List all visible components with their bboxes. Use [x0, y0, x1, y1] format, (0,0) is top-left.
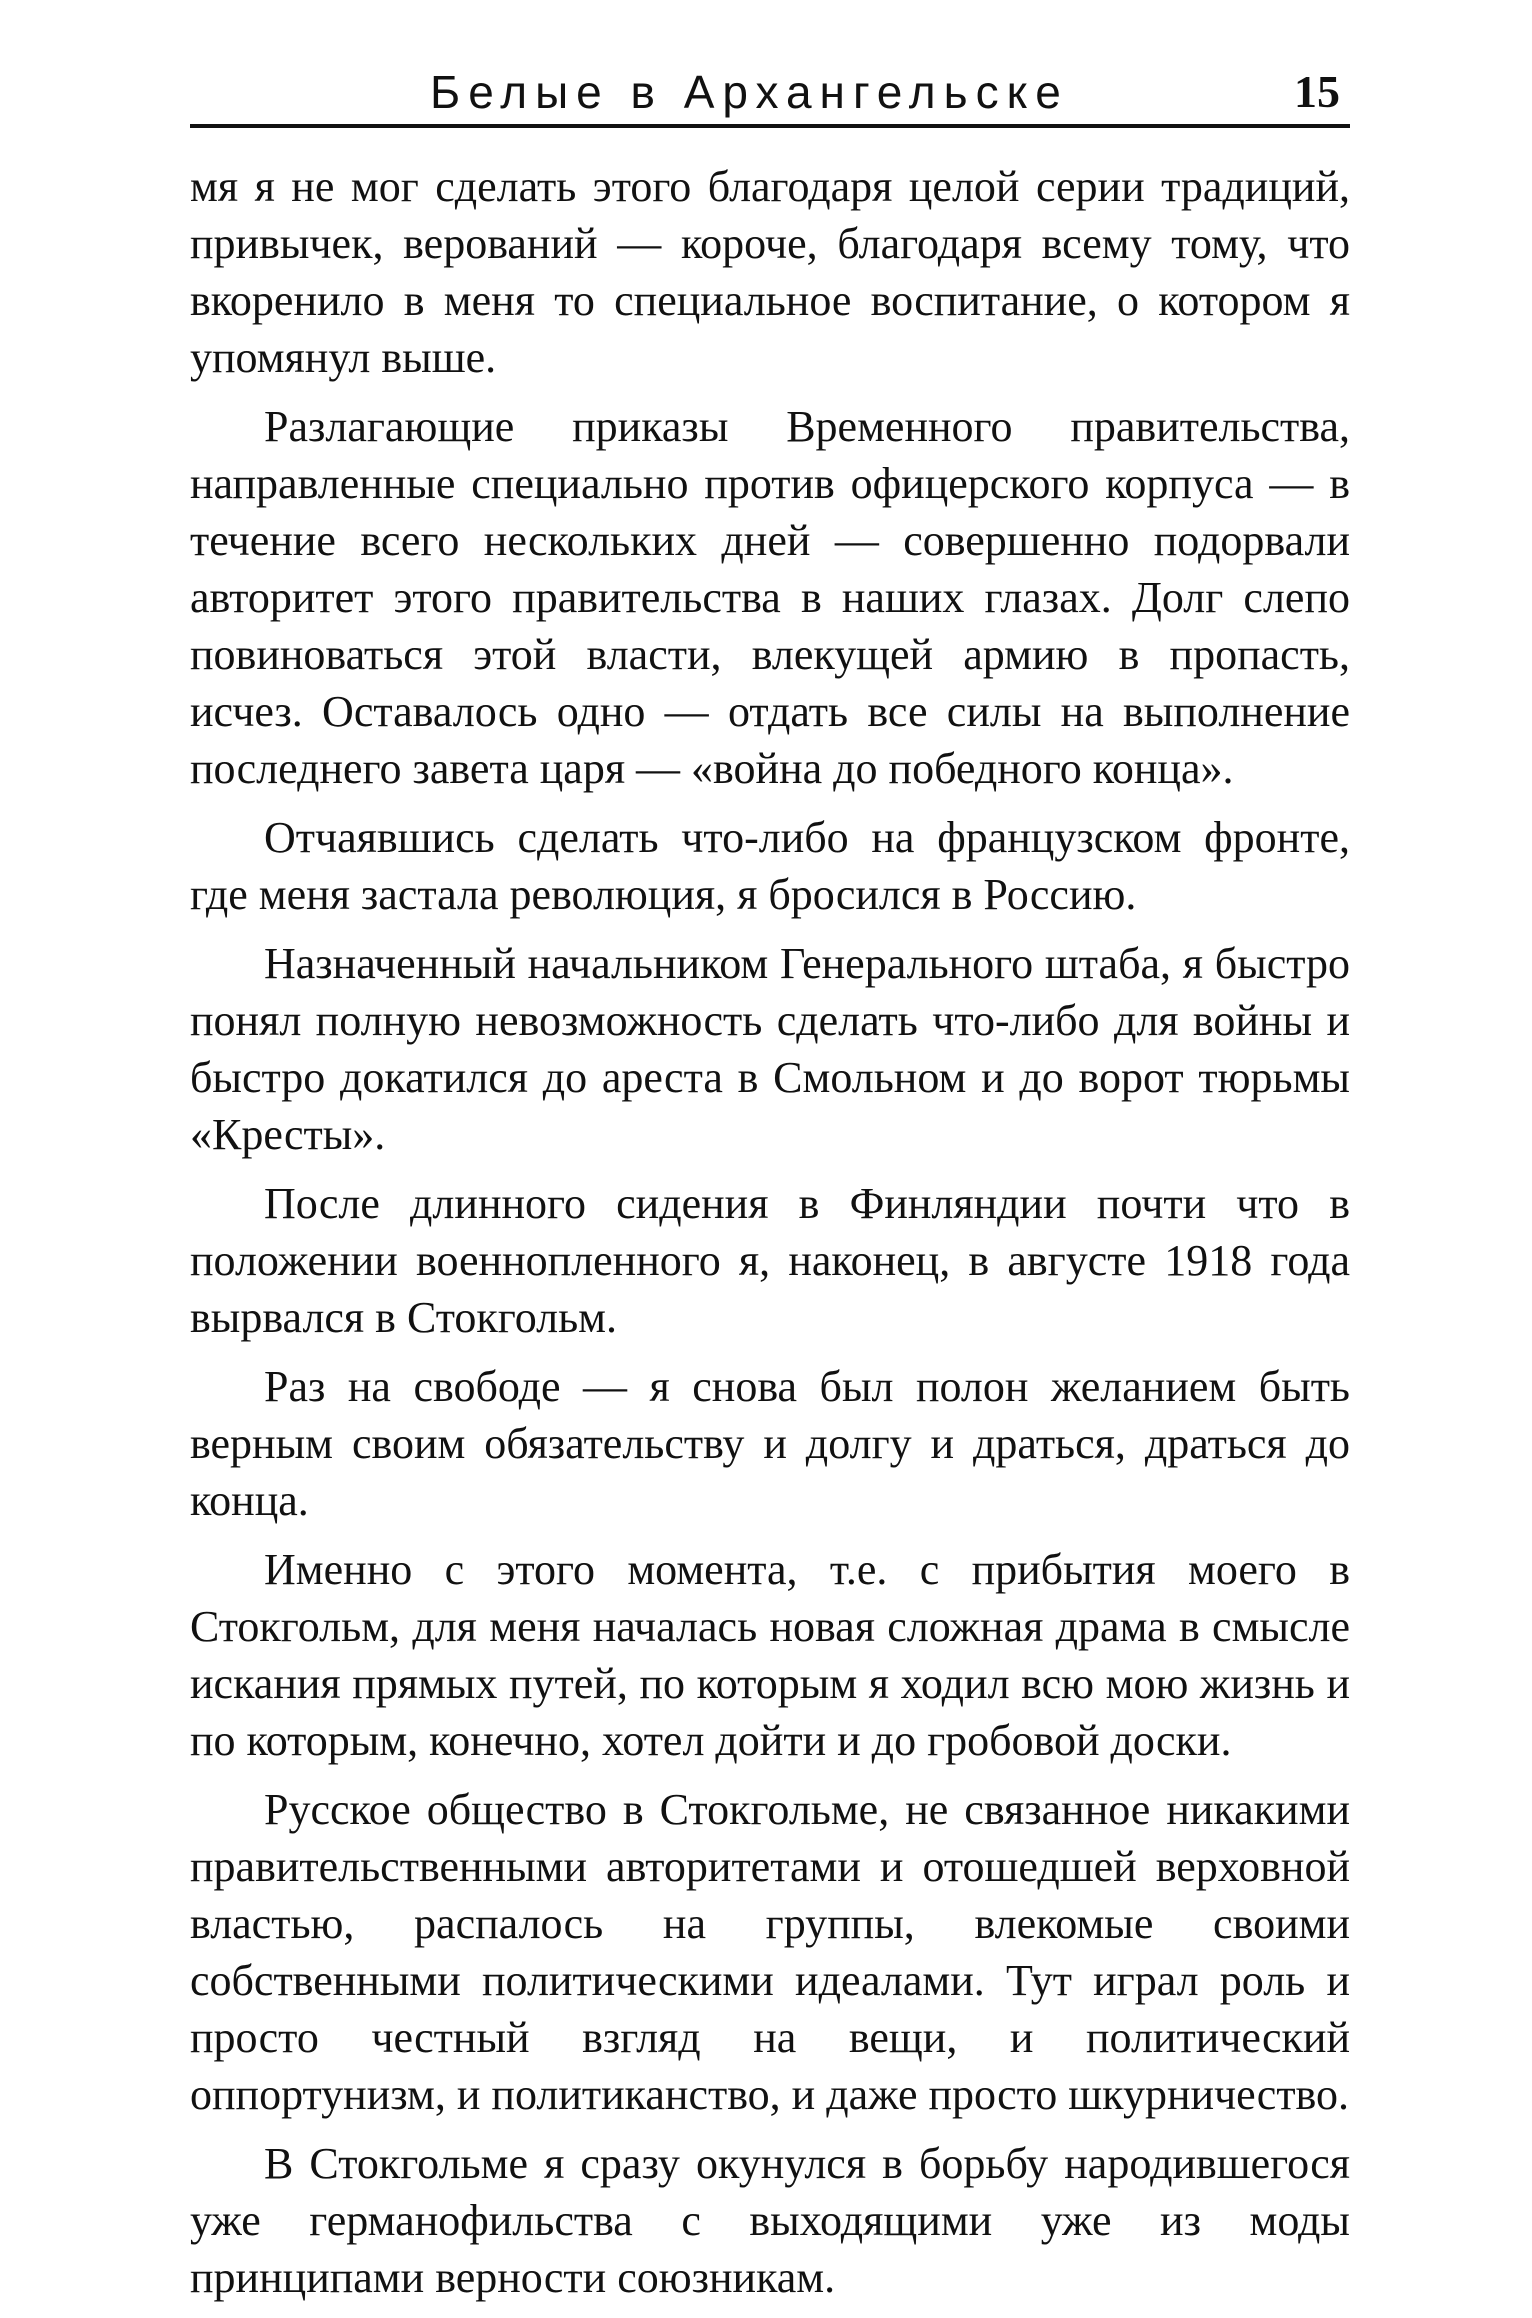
running-head: [190, 58, 1350, 134]
paragraph: Разлагающие приказы Временного правительства, направленные специально против офицерского корпуса — в течение всего нескольких дней — совершенно подорвали авторитет этого правительства в наших глазах. Долг слепо повиноваться этой власти, влекущей армию в пропасть, исчез. Оставалось одно — отдать все силы на выполнение последнего завета царя — «война до победного конца».: [190, 402, 1350, 793]
paragraph: Отчаявшись сделать что-либо на французском фронте, где меня застала революция, я бросился в Россию.: [190, 813, 1350, 919]
page-number: 15: [1294, 66, 1340, 117]
paragraph: В Стокгольме я сразу окунулся в борьбу народившегося уже германофильства с выходящими уже из моды принципами верности союзникам.: [190, 2139, 1350, 2302]
paragraph: После длинного сидения в Финляндии почти что в положении военнопленного я, наконец, в августе 1918 года вырвался в Стокгольм.: [190, 1179, 1350, 1342]
running-title: Белые в Архангельске: [430, 66, 1069, 118]
text-body: [190, 158, 1350, 2318]
paragraph: Русское общество в Стокгольме, не связанное никакими правительственными авторитетами и отошедшей верховной властью, распалось на группы, влекомые своими собственными политическими идеалами. Тут играл роль и просто честный взгляд на вещи, и политический оппортунизм, и политиканство, и даже просто шкурничество.: [190, 1785, 1350, 2119]
paragraph: Раз на свободе — я снова был полон желанием быть верным своим обязательству и долгу и драться, драться до конца.: [190, 1362, 1350, 1525]
paragraph: Именно с этого момента, т.е. с прибытия моего в Стокгольм, для меня началась новая сложная драма в смысле искания прямых путей, по которым я ходил всю мою жизнь и по которым, конечно, хотел дойти и до гробовой доски.: [190, 1545, 1350, 1765]
paragraph: Назначенный начальником Генерального штаба, я быстро понял полную невозможность сделать что-либо для войны и быстро докатился до ареста в Смольном и до ворот тюрьмы «Кресты».: [190, 939, 1350, 1159]
paragraph-continued: мя я не мог сделать этого благодаря целой серии традиций, привычек, верований — короче, благодаря всему тому, что вкоренило в меня то специальное воспитание, о котором я упомянул выше.: [190, 162, 1350, 382]
header-rule: [190, 124, 1350, 128]
